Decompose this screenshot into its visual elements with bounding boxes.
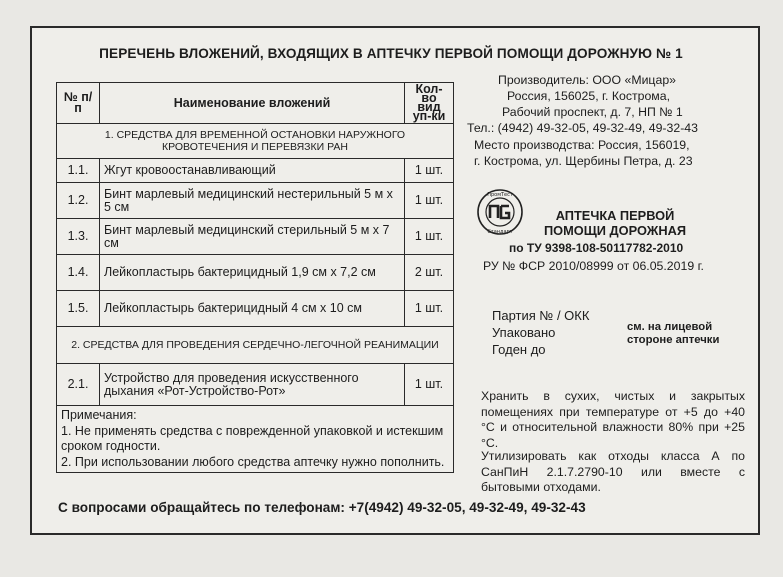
row-name: Бинт марлевый медицинский нестерильный 5 м х 5 см bbox=[100, 183, 405, 219]
table-header-row bbox=[57, 83, 454, 124]
batch-note-line: см. на лицевой bbox=[627, 321, 713, 333]
header-qty: Кол-во вид уп-ки bbox=[405, 83, 454, 124]
row-num: 1.5. bbox=[57, 291, 100, 327]
disposal-text: Утилизировать как отходы класса А по СанПиН 2.1.7.2790-10 или вместе с бытовыми отходами. bbox=[481, 449, 745, 494]
note-item: 1. Не применять средства с поврежденной упаковкой и истекшим сроком годности. bbox=[61, 423, 444, 453]
row-qty: 1 шт. bbox=[405, 183, 454, 219]
logo-text-bottom: Стандарт bbox=[487, 229, 513, 235]
row-qty: 1 шт. bbox=[405, 219, 454, 255]
table-row bbox=[57, 159, 454, 183]
table-row bbox=[57, 291, 454, 327]
table-row bbox=[57, 364, 454, 406]
row-num: 1.3. bbox=[57, 219, 100, 255]
kit-tu: по ТУ 9398-108-50117782-2010 bbox=[509, 241, 684, 255]
notes-title: Примечания: bbox=[61, 408, 137, 422]
manufacturer-phone: Тел.: (4942) 49-32-05, 49-32-49, 49-32-43 bbox=[467, 121, 698, 135]
notes-row bbox=[57, 406, 454, 473]
production-address: г. Кострома, ул. Щербины Петра, д. 23 bbox=[474, 154, 693, 168]
manufacturer-line: Рабочий проспект, д. 7, НП № 1 bbox=[502, 105, 683, 119]
kit-title bbox=[530, 208, 700, 238]
expiry-label: Годен до bbox=[492, 342, 546, 357]
footer-phones: С вопросами обращайтесь по телефонам: +7(4942) 49-32-05, 49-32-49, 49-32-43 bbox=[58, 500, 586, 515]
contents-table bbox=[56, 82, 454, 473]
storage-text: Хранить в сухих, чистых и закрытых помещениях при температуре от +5 до +40 °С и относительной влажности 80% при +25 °С. bbox=[481, 389, 745, 450]
batch-label: Партия № / ОКК bbox=[492, 308, 590, 323]
table-row bbox=[57, 255, 454, 291]
kit-title-line: ПОМОЩИ ДОРОЖНАЯ bbox=[543, 223, 687, 238]
section-row bbox=[57, 124, 454, 159]
table-row bbox=[57, 219, 454, 255]
batch-note-line: стороне аптечки bbox=[627, 334, 720, 346]
production-place: Место производства: Россия, 156019, bbox=[474, 138, 690, 152]
row-name: Жгут кровоостанавливающий bbox=[100, 159, 405, 183]
section-2-title: 2. СРЕДСТВА ДЛЯ ПРОВЕДЕНИЯ СЕРДЕЧНО-ЛЕГОЧНОЙ РЕАНИМАЦИИ bbox=[57, 327, 454, 364]
manufacturer-line: Россия, 156025, г. Кострома, bbox=[507, 89, 671, 103]
row-num: 2.1. bbox=[57, 364, 100, 406]
packed-label: Упаковано bbox=[492, 325, 556, 340]
section-row bbox=[57, 327, 454, 364]
row-num: 1.1. bbox=[57, 159, 100, 183]
section-1-title: 1. СРЕДСТВА ДЛЯ ВРЕМЕННОЙ ОСТАНОВКИ НАРУЖНОГО КРОВОТЕЧЕНИЯ И ПЕРЕВЯЗКИ РАН bbox=[57, 124, 454, 159]
kit-registration: РУ № ФСР 2010/08999 от 06.05.2019 г. bbox=[483, 259, 704, 273]
kit-title-line: АПТЕЧКА ПЕРВОЙ bbox=[555, 208, 675, 223]
row-num: 1.4. bbox=[57, 255, 100, 291]
row-name: Лейкопластырь бактерицидный 1,9 см х 7,2 см bbox=[100, 255, 405, 291]
notes-cell bbox=[57, 406, 454, 473]
row-qty: 1 шт. bbox=[405, 364, 454, 406]
table-row bbox=[57, 183, 454, 219]
header-name: Наименование вложений bbox=[100, 83, 405, 124]
row-name: Лейкопластырь бактерицидный 4 см х 10 см bbox=[100, 291, 405, 327]
row-qty: 1 шт. bbox=[405, 159, 454, 183]
row-name: Бинт марлевый медицинский стерильный 5 м х 7 см bbox=[100, 219, 405, 255]
row-name: Устройство для проведения искусственного дыхания «Рот-Устройство-Рот» bbox=[100, 364, 405, 406]
manufacturer-line: Производитель: ООО «Мицар» bbox=[498, 73, 676, 87]
certification-logo-icon bbox=[476, 188, 524, 236]
row-num: 1.2. bbox=[57, 183, 100, 219]
row-qty: 2 шт. bbox=[405, 255, 454, 291]
header-num: № п/п bbox=[57, 83, 100, 124]
note-item: 2. При использовании любого средства аптечку нужно пополнить. bbox=[61, 454, 445, 469]
logo-text-top: ПромТест bbox=[487, 192, 513, 198]
row-qty: 1 шт. bbox=[405, 291, 454, 327]
page-title: ПЕРЕЧЕНЬ ВЛОЖЕНИЙ, ВХОДЯЩИХ В АПТЕЧКУ ПЕРВОЙ ПОМОЩИ ДОРОЖНУЮ № 1 bbox=[99, 46, 683, 61]
